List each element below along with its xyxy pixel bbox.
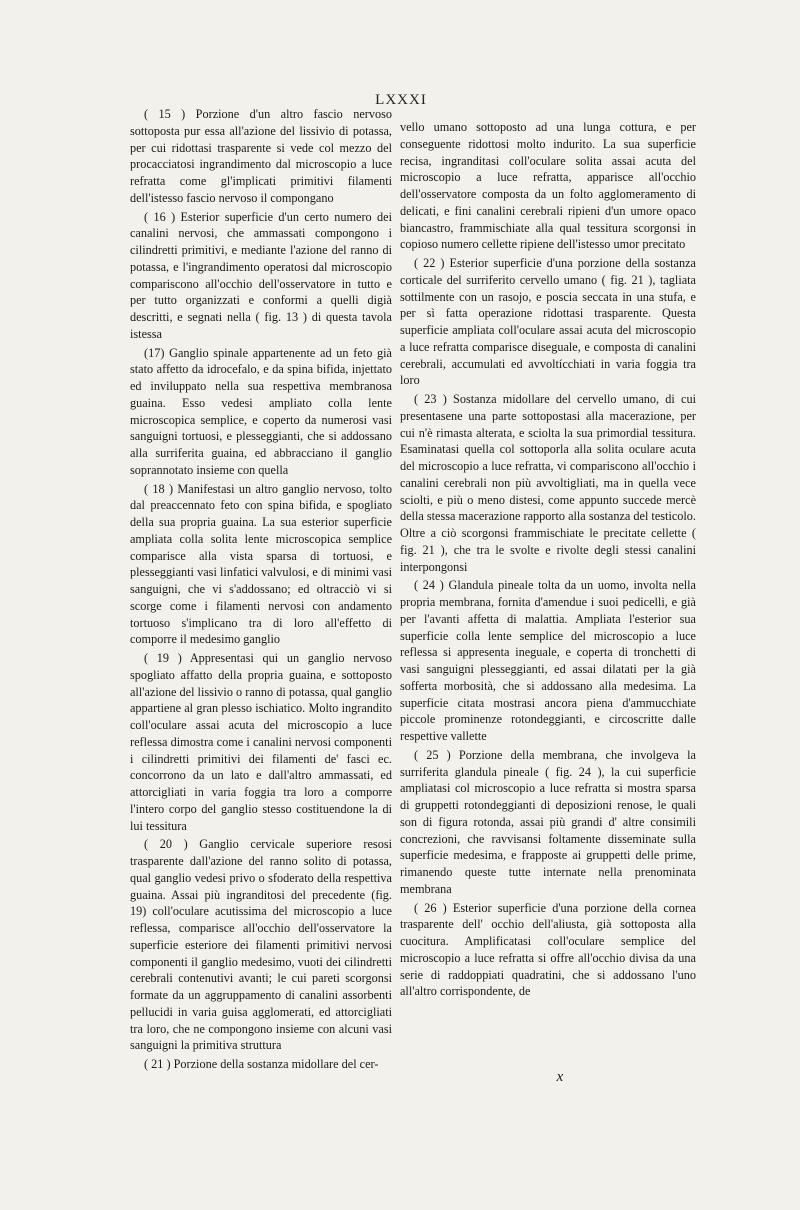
page-number: LXXXI	[375, 92, 427, 108]
paragraph-17: (17) Ganglio spinale appartenente ad un feto già stato affetto da idrocefalo, e da spina bifida, injettato ed inviluppato nella sua respettiva membranosa guaina. Esso vedesi ampliato colla lente microscopica semplice, e coperto da numerosi vasi sanguigni tortuosi, e plesseggianti, che si addossano alla surriferita guaina, ed abbracciano il ganglio soprannotato insieme con quella	[130, 345, 392, 477]
paragraph-20: ( 20 ) Ganglio cervicale superiore resosi trasparente dall'azione del ranno solito di potassa, qual ganglio vedesi privo o sfoderato della respettiva guaina. Assai più ingranditosi del precedente (fig. 19) coll'oculare acutissima del microscopio a luce reflessa, comparisce all'occhio dell'osservatore la superficie esteriore dei filamenti primitivi nervosi componenti il ganglio medesimo, vuoti dei cilindretti cerebrali contenutivi avanti; le cui pareti scorgonsi formate da un aggruppamento di canalini assorbenti pellucidi in varia guisa agglomerati, ed attorcigliati tra loro, che ne compongono insieme con alcuni vasi sanguigni la primitiva struttura	[130, 837, 392, 1053]
paragraph-26: ( 26 ) Esterior superficie d'una porzione della cornea trasparente dell' occhio dell'aliusta, già sottoposta alla cuocitura. Amplificatasi coll'oculare semplice del microscopio a luce refratta si offre all'occhio divisa da una serie di raddoppiati quadratini, che si addossano l'uno all'altro corrispondente, de	[400, 900, 696, 999]
paragraph-18: ( 18 ) Manifestasi un altro ganglio nervoso, tolto dal preaccennato feto con spina bifida, e spogliato della sua propria guaina. La sua esterior superficie ampliata colla solita lente microscopica semplice comparisce alla vista sparsa di tortuosi, e plesseggianti vasi linfatici valvulosi, e di minimi vasi sanguigni, che vi s'addossano; ed oltracciò vi si scorge come i filamenti nervosi con andamento tortuoso s'implicano tra di loro all'effetto di comporre il medesimo ganglio	[130, 481, 392, 647]
right-column	[400, 119, 696, 1002]
paragraph-24: ( 24 ) Glandula pineale tolta da un uomo, involta nella propria membrana, fornita d'amendue i suoi pedicelli, e già per l'avanti affetta di malattia. Ampliata l'esterior sua superficie colla lente semplice del microscopio a luce reflessa si appresenta ineguale, e coperta di tronchetti di vasi sanguigni plesseggianti, ed assai dilatati per la già sofferta morbosità, che si addossano alla medesima. La superficie citata mostrasi ancora piena d'ammucchiate piccole prominenze rotondeggianti, e circoscritte dalle respettive vallette	[400, 578, 696, 743]
paragraph-22: ( 22 ) Esterior superficie d'una porzione della sostanza corticale del surriferito cervello umano ( fig. 21 ), tagliata sottilmente con un rasojo, e poscia seccata in una stufa, e per sì fatta operazione ridottasi trasparente. Questa superficie ampliata coll'oculare assai acuta del microscopio a luce refratta comparisce diseguale, e composta di canalini cerebrali, accumulati ed avvoltícchiati in varia foggia tra loro	[400, 256, 696, 388]
paragraph-15: ( 15 ) Porzione d'un altro fascio nervoso sottoposta pur essa all'azione del lissivio di potassa, per cui ridottasi trasparente si vede col mezzo del procacciatosi ingrandimento dal microscopio a luce refratta come gl'implicati primitivi filamenti dell'istesso fascio nervoso il compongano	[130, 107, 392, 205]
signature-mark: x	[556, 1069, 564, 1085]
paragraph-19: ( 19 ) Appresentasi qui un ganglio nervoso spogliato affatto della propria guaina, e sottoposto all'azione del lissivio o ranno di potassa, qual ganglio appartiene al gran plesso ischiatico. Molto ingrandito coll'oculare assai acuta del microscopio a luce reflessa dimostra come i canalini nervosi componenti i cilindretti primitivi dei filamenti de' fasci ec. concorrono da un lato e dall'altro ammassati, ed attorcigliati in varia foggia tra loro a comporre l'intero corpo del ganglio stesso costituendone la di lui tessitura	[130, 651, 392, 833]
paragraph-21-continued: vello umano sottoposto ad una lunga cottura, e per conseguente ridottosi molto indurito. La sua superficie recisa, ingranditasi coll'oculare solita assai acuta del microscopio a luce refratta, apparisce all'occhio dell'osservatore composta da un folto agglomeramento di delicati, e fini canalini cerebrali ripieni d'un umore opaco biancastro, frammischiate alla qual tessitura scorgonsi in copioso numero cellette ripiene dell'istesso umor precitato	[400, 120, 696, 252]
left-column	[130, 106, 392, 1075]
paragraph-23: ( 23 ) Sostanza midollare del cervello umano, di cui presentasene una parte sottopostasi alla macerazione, per cui n'è rimasta alterata, e sciolta la sua primordial tessitura. Esaminatasi quella col sottoporla alla solita oculare acuta del microscopio a luce refratta, vi compariscono all'occhio i canalini cerebrali non più avvoltigliati, ma in quella vece sciolti, e più o meno distesi, come appunto succede mercè della stessa macerazione rapporto alla sostanza del testicolo. Oltre a ciò scorgonsi frammischiate le precitate cellette ( fig. 21 ), che tra le svolte e rivolte degli stessi canalini interpongonsi	[400, 392, 696, 574]
paragraph-25: ( 25 ) Porzione della membrana, che involgeva la surriferita glandula pineale ( fig. 24 ), la cui superficie ampliatasi col microscopio a luce refratta si mostra sparsa di gruppetti rotondeggianti di deposizioni renose, le quali son di figura rotonda, assai più grandi d' altre consimili concrezioni, che ravvisansi foltamente disseminate sulla superficie medesima, e frapposte ai gruppetti delle prime, rimanendo queste tutte internate nella prenominata membrana	[400, 747, 696, 896]
paragraph-16: ( 16 ) Esterior superficie d'un certo numero dei canalini nervosi, che ammassati compongono i cilindretti primitivi, e mediante l'azione del ranno di potassa, e l'ingrandimento operatosi dal microscopio compariscono all'occhio dell'osservatore in tutto e per tutto organizzati e conformi a quelli digià descritti, e segnati nella ( fig. 13 ) di questa tavola istessa	[130, 209, 392, 341]
paragraph-21-start: ( 21 ) Porzione della sostanza midollare del cer-	[144, 1057, 379, 1071]
